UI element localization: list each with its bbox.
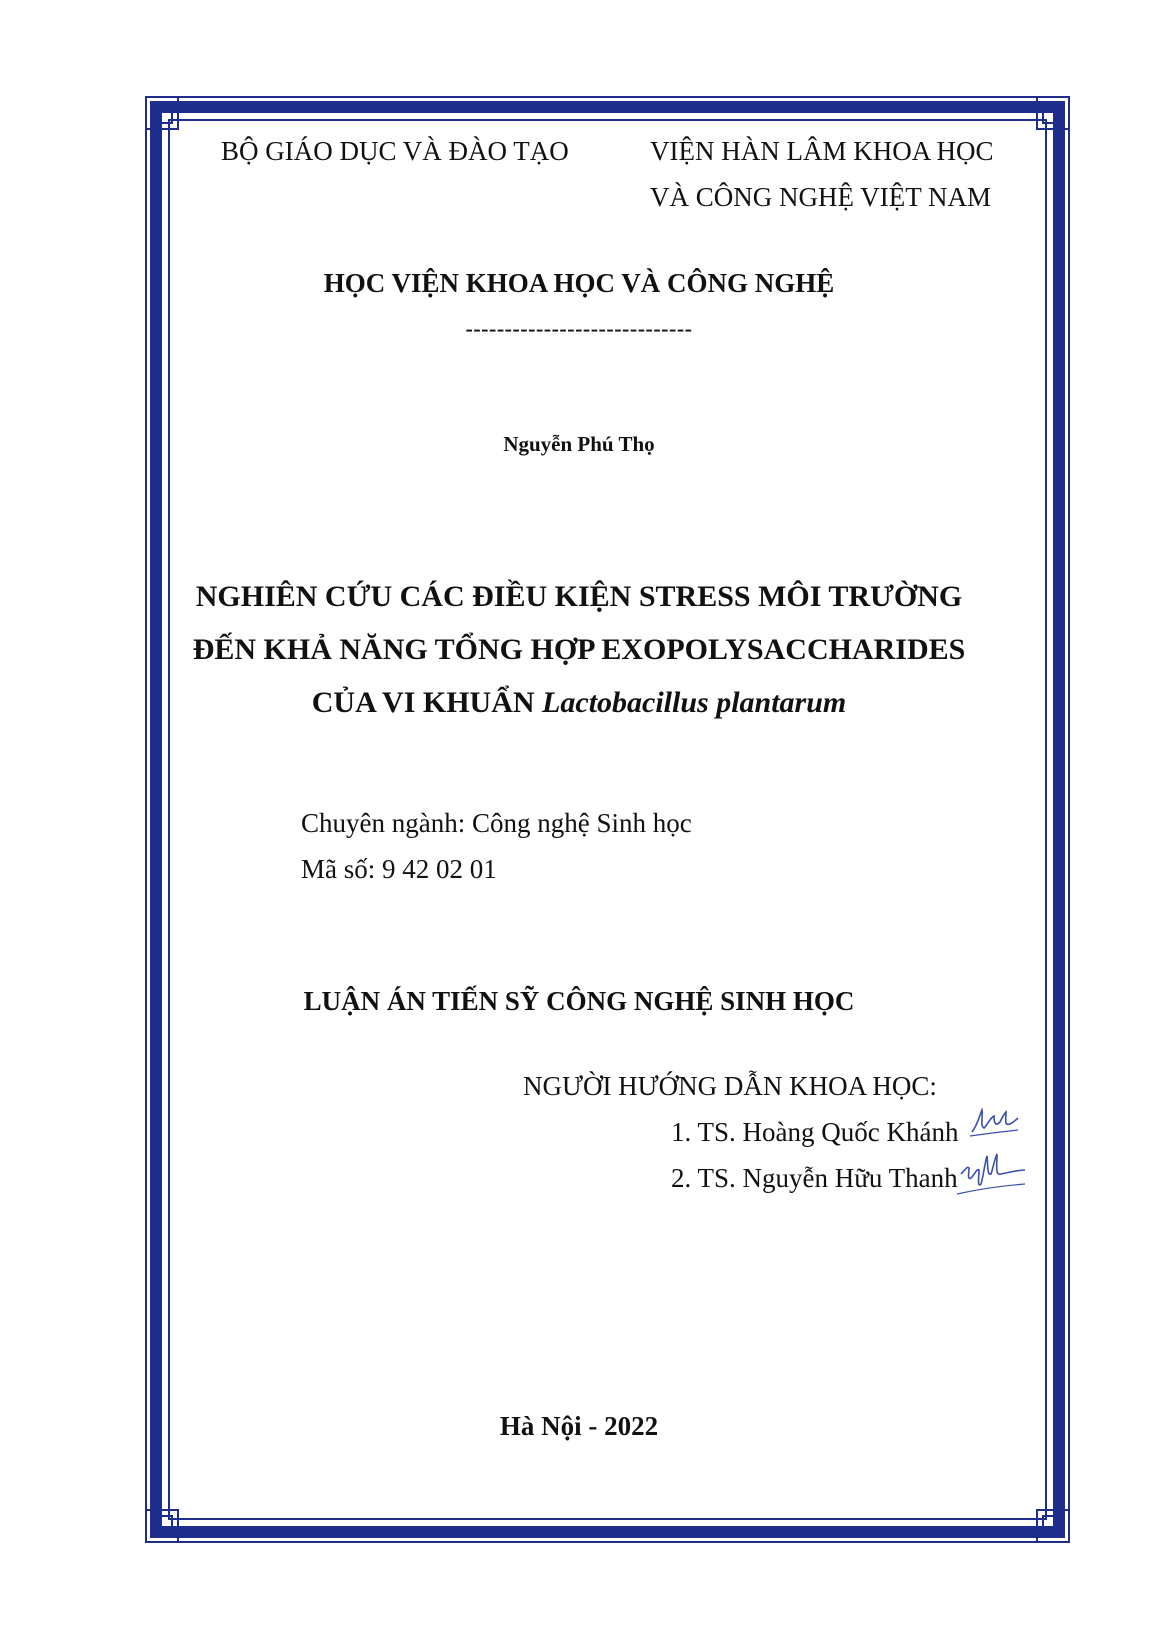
signature-image [968, 1104, 1022, 1140]
thesis-title-line3 [0, 686, 1158, 720]
academy-name-line1: VIỆN HÀN LÂM KHOA HỌC [650, 136, 994, 166]
academy-name-line2: VÀ CÔNG NGHỆ VIỆT NAM [650, 182, 991, 212]
ministry-name: BỘ GIÁO DỤC VÀ ĐÀO TẠO [221, 136, 569, 166]
advisor-item: 1. TS. Hoàng Quốc Khánh [671, 1117, 959, 1147]
thesis-title-line1: NGHIÊN CỨU CÁC ĐIỀU KIỆN STRESS MÔI TRƯỜNG [195, 580, 963, 613]
header-separator: ----------------------------- [465, 316, 693, 341]
author-name: Nguyễn Phú Thọ [503, 432, 655, 456]
thesis-title-line2: ĐẾN KHẢ NĂNG TỔNG HỢP EXOPOLYSACCHARIDES [192, 633, 966, 666]
place-date: Hà Nội - 2022 [499, 1411, 659, 1441]
institute-name: HỌC VIỆN KHOA HỌC VÀ CÔNG NGHỆ [323, 268, 835, 298]
signature-image [955, 1148, 1027, 1200]
advisors-heading: NGƯỜI HƯỚNG DẪN KHOA HỌC: [523, 1071, 937, 1101]
specialty-code: Mã số: 9 42 02 01 [301, 854, 497, 884]
degree-title: LUẬN ÁN TIẾN SỸ CÔNG NGHỆ SINH HỌC [303, 986, 855, 1016]
specialty-field: Chuyên ngành: Công nghệ Sinh học [301, 808, 692, 838]
thesis-title-prefix: CỦA VI KHUẨN [311, 686, 543, 719]
advisor-item: 2. TS. Nguyễn Hữu Thanh [671, 1163, 958, 1193]
species-name: Lactobacillus plantarum [542, 686, 847, 719]
